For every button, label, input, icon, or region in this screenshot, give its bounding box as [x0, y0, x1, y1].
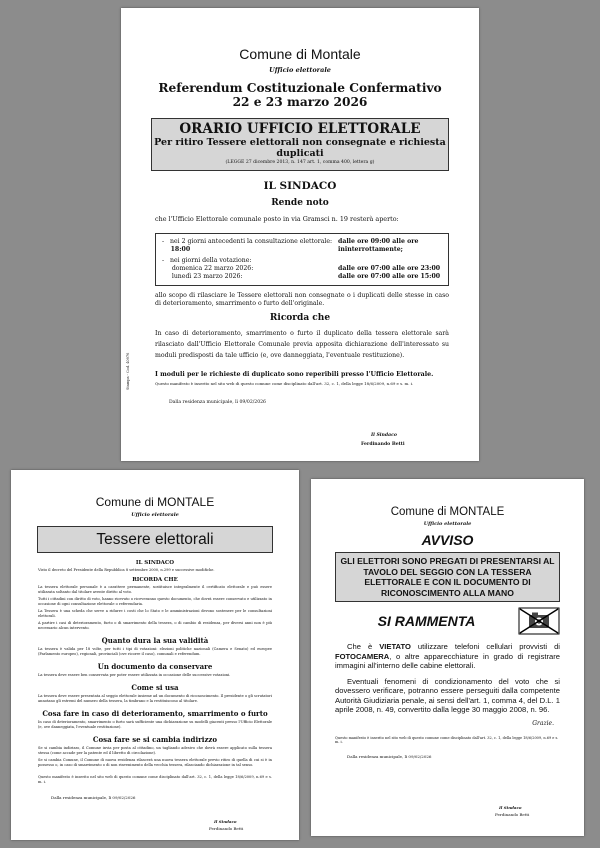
poster-title: Tessere elettorali — [96, 531, 214, 548]
comune-title: Comune di Montale — [239, 46, 361, 62]
moduli-text: I moduli per le richieste di duplicato sono reperibili presso l'Ufficio Elettorale. — [155, 371, 434, 378]
signature-title: Il Sindaco — [214, 819, 237, 824]
body-text: A partire i casi di deterioramento, furto o di smarrimento della tessera, o di cambio di residenza, per diversi anni non è più necessario alcun intervento. — [38, 621, 272, 630]
residenza-date: Dalla residenza municipale, lì 09/02/2026 — [347, 753, 432, 759]
hours-row — [162, 273, 442, 281]
hours-row — [162, 238, 442, 246]
signature-name: Ferdinando Betti — [209, 826, 244, 831]
ufficio-label: Ufficio elettorale — [423, 521, 472, 527]
web-notice: Questo manifesto è inserito nel sito web di questo comune come disciplinato dall'art. 32, c. 1, della legge 18/6/2009, n.69 e s. m. i. — [38, 775, 272, 784]
signature-name: Ferdinando Betti — [495, 812, 530, 817]
orario-box — [151, 118, 449, 171]
vietato-text: Che è VIETATO utilizzare telefoni cellulari provvisti di FOTOCAMERA, o altre apparecchiature in grado di registrare immagini all'interno delle cabine elettorali. — [335, 642, 560, 670]
hours-row-value: dalle ore 07:00 alle ore 15:00 — [338, 273, 441, 280]
hours-row-value: dalle ore 07:00 alle ore 23:00 — [338, 265, 441, 272]
signature-name: Ferdinando Betti — [361, 442, 405, 447]
no-camera-phone-icon — [518, 607, 560, 635]
ricorda-text: In caso di deterioramento, smarrimento o furto il duplicato della tessera elettorale sarà rilasciato dall'Ufficio Elettorale Comunale previa apposita dichiarazione dell'interessato su moduli predisposti da tale ufficio (e, ove danneggiata, l'eventuale restituzione). — [155, 330, 449, 359]
section-heading: Un documento da conservare — [97, 662, 213, 671]
body-text: Se si cambia Comune, il Comune di nuova residenza rilascerà una nuova tessera elettorale previo ritiro di quella di cui si è in possesso o, in caso di smarrimento o di non rinvenimento della vecchia tessera, rilasciando dichiarazione in tal senso. — [38, 758, 272, 767]
ufficio-label: Ufficio elettorale — [269, 66, 331, 74]
orario-box-title: ORARIO UFFICIO ELETTORALE — [179, 121, 421, 137]
hours-row-label: domenica 22 marzo 2026: — [171, 265, 254, 272]
poster-orario-ufficio-elettorale — [121, 8, 479, 461]
signature-title: Il Sindaco — [499, 805, 522, 810]
condizionamento-text: Eventuali fenomeni di condizionamento del voto che si dovessero verificare, potranno essere perseguiti dalla competente Autorità Giudiziaria penale, ai sensi dell'art. 1, comma 4, del D.L. 1 aprile 2008, n. 49, convertito dalla legge 30 maggio 2008, n. 96. — [335, 676, 560, 714]
body-text: La tessera elettorale personale è a carattere permanente, sostituisce integralmente il certificato elettorale e può essere utilizzata soltanto dal titolare avente diritto al voto. — [38, 585, 272, 594]
rammenta-heading: SI RAMMENTA — [377, 613, 476, 629]
section-heading: Cosa fare se si cambia indirizzo — [92, 735, 218, 744]
hours-row — [162, 265, 442, 273]
hours-row-label: - nei giorni della votazione: — [162, 257, 252, 264]
residenza-date: Dalla residenza municipale, lì 09/02/2026 — [169, 400, 266, 405]
body-text: La tessera deve essere ben conservata per poter essere utilizzata in occasione delle successive votazioni. — [38, 673, 231, 677]
comune-title: Comune di MONTALE — [390, 506, 505, 518]
residenza-date: Dalla residenza municipale, lì 09/02/2026 — [51, 795, 136, 800]
hours-row — [162, 246, 442, 254]
section-heading: Cosa fare in caso di deterioramento, smarrimento o furto — [42, 709, 268, 718]
avviso-heading: AVVISO — [421, 532, 474, 548]
rammenta-row — [335, 606, 560, 636]
ricorda-heading: Ricorda che — [269, 313, 331, 323]
body-text: Se si cambia indirizzo, il Comune invia per posta al cittadino, un tagliando adesivo che dovrà essere applicato sulla tessera stessa (come accade per la patente ed il libretto di circolazione). — [38, 746, 272, 755]
body-text: La Tessera è una scheda che serve a ridurre i costi che lo Stato e le amministrazioni devono sostenere per le consultazioni elettorali. — [38, 609, 272, 618]
sindaco-heading: IL SINDACO — [263, 180, 337, 192]
title-box — [37, 526, 273, 553]
web-notice: Questo manifesto è inserito nel sito web di questo comune come disciplinato dall'art. 32, c. 1, della legge 18/6/2009, n.69 e s. m. i. — [335, 735, 559, 744]
avviso-box: GLI ELETTORI SONO PREGATI DI PRESENTARSI AL TAVOLO DEL SEGGIO CON LA TESSERA ELETTORALE E CON IL DOCUMENTO DI RICONOSCIMENTO ALLA MANO — [335, 552, 560, 602]
hours-row-label: - nei 2 giorni antecedenti la consultazione elettorale: — [162, 238, 333, 245]
referendum-title: Referendum Costituzionale Confermativo — [158, 81, 442, 95]
hours-row-value: ininterrottamente; — [338, 246, 403, 253]
poster-avviso — [311, 479, 584, 836]
hours-row — [162, 257, 442, 265]
body-text: La tessera deve essere presentata al seggio elettorale insieme ad un documento di riconoscimento. Il presidente o gli scrutatori annotano gli estremi del numero della tessera, la timbrano e la restituiscono al titolare. — [38, 694, 272, 703]
rende-noto-heading: Rende noto — [271, 198, 329, 208]
comune-title: Comune di MONTALE — [95, 495, 215, 509]
hours-row-label: 18:00 — [170, 246, 191, 253]
section-heading: Come si usa — [131, 683, 179, 692]
signature-title: Il Sindaco — [371, 433, 397, 438]
hours-box — [155, 233, 449, 286]
hours-row-value: dalle ore 09:00 alle ore — [338, 238, 419, 245]
ricorda-heading: RICORDA CHE — [132, 577, 178, 583]
poster-tessere-elettorali — [11, 470, 299, 840]
scopo-text: allo scopo di rilasciare le Tessere elettorali non consegnate o i duplicati delle stesse in caso di deterioramento, smarrimento o furto dell'originale. — [155, 292, 449, 307]
intro-text: che l'Ufficio Elettorale comunale posto in via Gramsci n. 19 resterà aperto: — [155, 215, 399, 223]
body-text: In caso di deterioramento, smarrimento o furto sarà sufficiente una dichiarazione su modelli giacenti presso l'Ufficio Elettorale (e, ove danneggiata, l'eventuale restituzione). — [38, 720, 272, 729]
ufficio-label: Ufficio elettorale — [131, 512, 179, 518]
web-notice: Questo manifesto è inserito nel sito web di questo comune come disciplinato dall'art. 32, c. 1, della legge 18/6/2009, n.69 e s. m. i. — [155, 381, 414, 386]
sindaco-heading: IL SINDACO — [135, 560, 175, 566]
orario-box-law: (LEGGE 27 dicembre 2013, n. 147 art. 1, comma 400, lettera g) — [225, 160, 375, 165]
body-text: La tessera è valida per 18 volte, per tutti i tipi di votazioni: elezioni politiche nazionali (Camera e Senato) ed europee (Parlamento europeo), regionali, provinciali (ove ricorre il caso), comunali e referendum. — [38, 647, 272, 656]
referendum-heading — [121, 81, 479, 109]
body-text: Tutti i cittadini con diritto di voto, hanno ricevuto o riceveranno questo documento, che dovrà essere conservato e utilizzato in occasione di ogni consultazione elettorale o referendaria. — [38, 597, 272, 606]
orario-box-subtitle: Per ritiro Tessere elettorali non consegnate e richiesta duplicati — [154, 137, 446, 159]
printer-code: Stampa - Cod. 40976 — [126, 352, 130, 390]
body-text: Visto il decreto del Presidente della Repubblica 8 settembre 2000, n.299 e successive modifiche. — [38, 568, 215, 572]
hours-row-label: lunedì 23 marzo 2026: — [171, 273, 243, 280]
section-heading: Quanto dura la sua validità — [101, 636, 209, 645]
grazie-text: Grazie. — [532, 719, 554, 727]
referendum-date: 22 e 23 marzo 2026 — [232, 95, 368, 109]
